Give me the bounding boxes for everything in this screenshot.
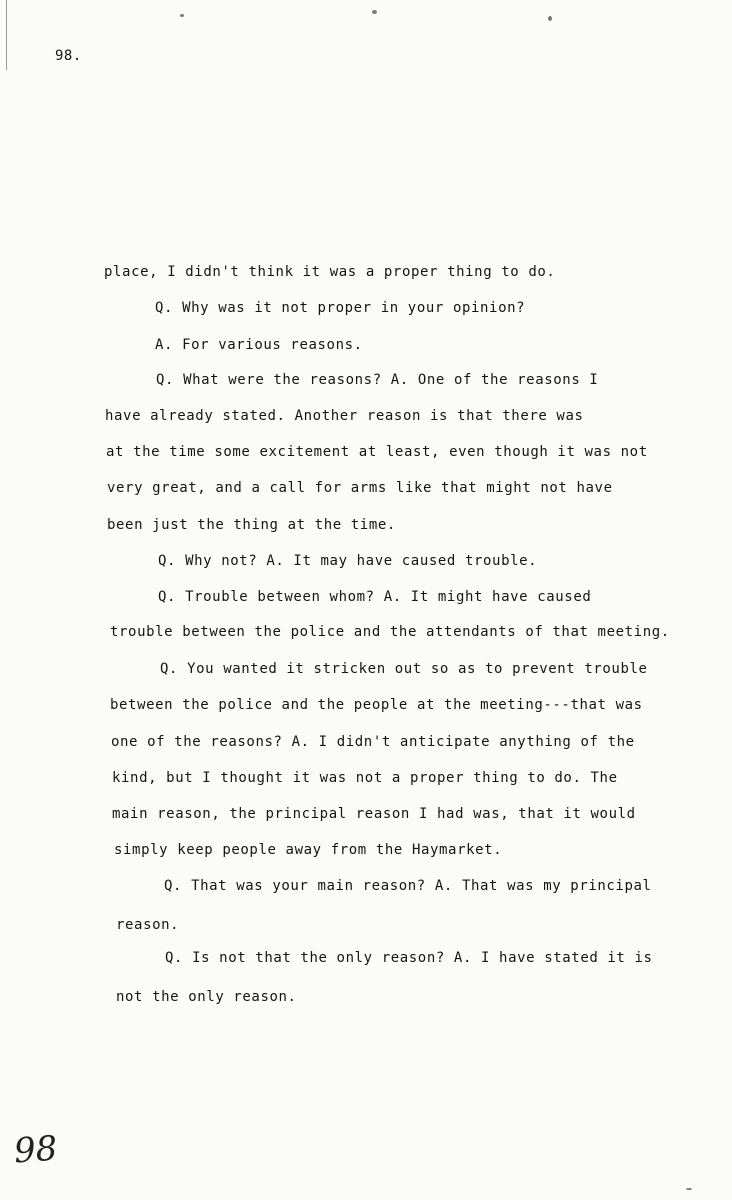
ink-speck [548, 16, 552, 21]
transcript-line: one of the reasons? A. I didn't anticipate anything of the [111, 734, 635, 750]
transcript-line: at the time some excitement at least, even though it was not [106, 444, 648, 460]
transcript-line: Q. Trouble between whom? A. It might have caused [158, 589, 592, 605]
transcript-line: very great, and a call for arms like that might not have [107, 480, 613, 496]
transcript-line: Q. Why was it not proper in your opinion? [155, 300, 526, 316]
transcript-line: trouble between the police and the attendants of that meeting. [110, 624, 670, 640]
transcript-line: kind, but I thought it was not a proper thing to do. The [112, 770, 618, 786]
page-number: 98. [55, 48, 82, 64]
transcript-line: simply keep people away from the Haymarket. [114, 842, 503, 858]
page-edge-mark [6, 0, 7, 70]
transcript-line: Q. You wanted it stricken out so as to prevent trouble [160, 661, 648, 677]
transcript-line: have already stated. Another reason is that there was [105, 408, 584, 424]
transcript-line: Q. That was your main reason? A. That was my principal [164, 878, 652, 894]
transcript-line: Q. Why not? A. It may have caused trouble. [158, 553, 538, 569]
transcript-line: not the only reason. [116, 989, 297, 1005]
transcript-line: been just the thing at the time. [107, 517, 396, 533]
transcript-line: A. For various reasons. [155, 337, 363, 353]
transcript-line: reason. [116, 917, 180, 933]
transcript-line: between the police and the people at the meeting---that was [110, 697, 643, 713]
ink-speck [686, 1188, 692, 1190]
transcript-line: place, I didn't think it was a proper thing to do. [104, 264, 556, 280]
transcript-line: Q. Is not that the only reason? A. I have stated it is [165, 950, 653, 966]
ink-speck [372, 10, 377, 14]
handwritten-page-number: 98 [12, 1128, 59, 1172]
transcript-line: Q. What were the reasons? A. One of the reasons I [156, 372, 599, 388]
transcript-line: main reason, the principal reason I had was, that it would [112, 806, 636, 822]
ink-speck [180, 14, 184, 17]
